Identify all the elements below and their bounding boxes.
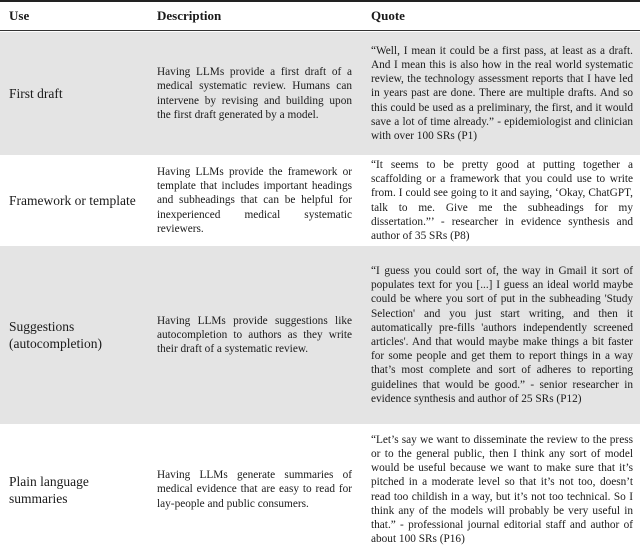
description-cell bbox=[157, 155, 352, 246]
quote-cell bbox=[371, 32, 633, 155]
description-cell bbox=[157, 424, 352, 555]
table-row bbox=[0, 155, 640, 246]
quote-text: “Well, I mean it could be a first pass, at least as a draft. And I mean this is also how in the real world systematic review, the technology assessment reports that I have led in years past are done. There are multiple drafts. And so this could be used as a preliminary, the first, and it would save a lot of time already.” - epidemiologist and clinician with over 100 SRs (P1) bbox=[371, 44, 633, 142]
header-quote: Quote bbox=[371, 8, 405, 23]
quote-text: “I guess you could sort of, the way in Gmail it sort of populates text for you [...] I guess an ideal world maybe could be where you sort of put in the subheading 'Study Selection' and you just start writing, and then it automatically pre-fills 'authors independently screened articles'. And that would maybe make things a bit faster for some people and get them to report things in a way that’s most complete and sort of adheres to reporting guidelines that would be good.” - senior researcher in evidence synthesis and author of 25 SRs (P12) bbox=[371, 264, 633, 405]
description-text: Having LLMs generate summaries of medical evidence that are easy to read for lay-people and public consumers. bbox=[157, 469, 352, 510]
description-cell bbox=[157, 246, 352, 424]
header-description: Description bbox=[157, 8, 222, 23]
use-cell bbox=[9, 32, 149, 155]
use-text: Framework or template bbox=[9, 193, 136, 208]
description-text: Having LLMs provide a first draft of a medical systematic review. Humans can intervene by revising and building upon the first draft generated by a model. bbox=[157, 66, 352, 121]
use-cell bbox=[9, 155, 149, 246]
use-cell bbox=[9, 424, 149, 555]
table-header bbox=[0, 2, 640, 30]
table-row bbox=[0, 246, 640, 424]
quote-cell bbox=[371, 155, 633, 246]
use-text: Suggestions (autocompletion) bbox=[9, 319, 102, 351]
quote-text: “It seems to be pretty good at putting together a scaffolding or a framework that you could use to write from. I could see going to it and saying, ‘Okay, ChatGPT, talk to me. Give me the subheadings for my dissertation.”’ - researcher in evidence synthesis and author of 35 SRs (P8) bbox=[371, 158, 633, 242]
table-row bbox=[0, 32, 640, 155]
quote-cell bbox=[371, 424, 633, 555]
quote-text: “Let’s say we want to disseminate the review to the press or to the general public, then I think any sort of model would be useful because we want to make sure that it’s pitched in a moderate level so that it’s not too, doesn’t read too childish in a way, but it’s not too technical. So I think any of the models will probably be very useful in that.” - professional journal editorial staff and author of about 100 SRs (P16) bbox=[371, 433, 633, 546]
use-text: First draft bbox=[9, 86, 63, 101]
use-cell bbox=[9, 246, 149, 424]
header-rule bbox=[0, 30, 640, 31]
use-text: Plain language summaries bbox=[9, 473, 89, 506]
description-text: Having LLMs provide suggestions like autocompletion to authors as they write their draft of a systematic review. bbox=[157, 314, 352, 356]
description-text: Having LLMs provide the framework or template that includes important headings and subheadings that can be helpful for inexperienced medical systematic reviewers. bbox=[157, 165, 352, 235]
header-use: Use bbox=[9, 8, 30, 23]
table-row bbox=[0, 424, 640, 555]
quote-cell bbox=[371, 246, 633, 424]
description-cell bbox=[157, 32, 352, 155]
